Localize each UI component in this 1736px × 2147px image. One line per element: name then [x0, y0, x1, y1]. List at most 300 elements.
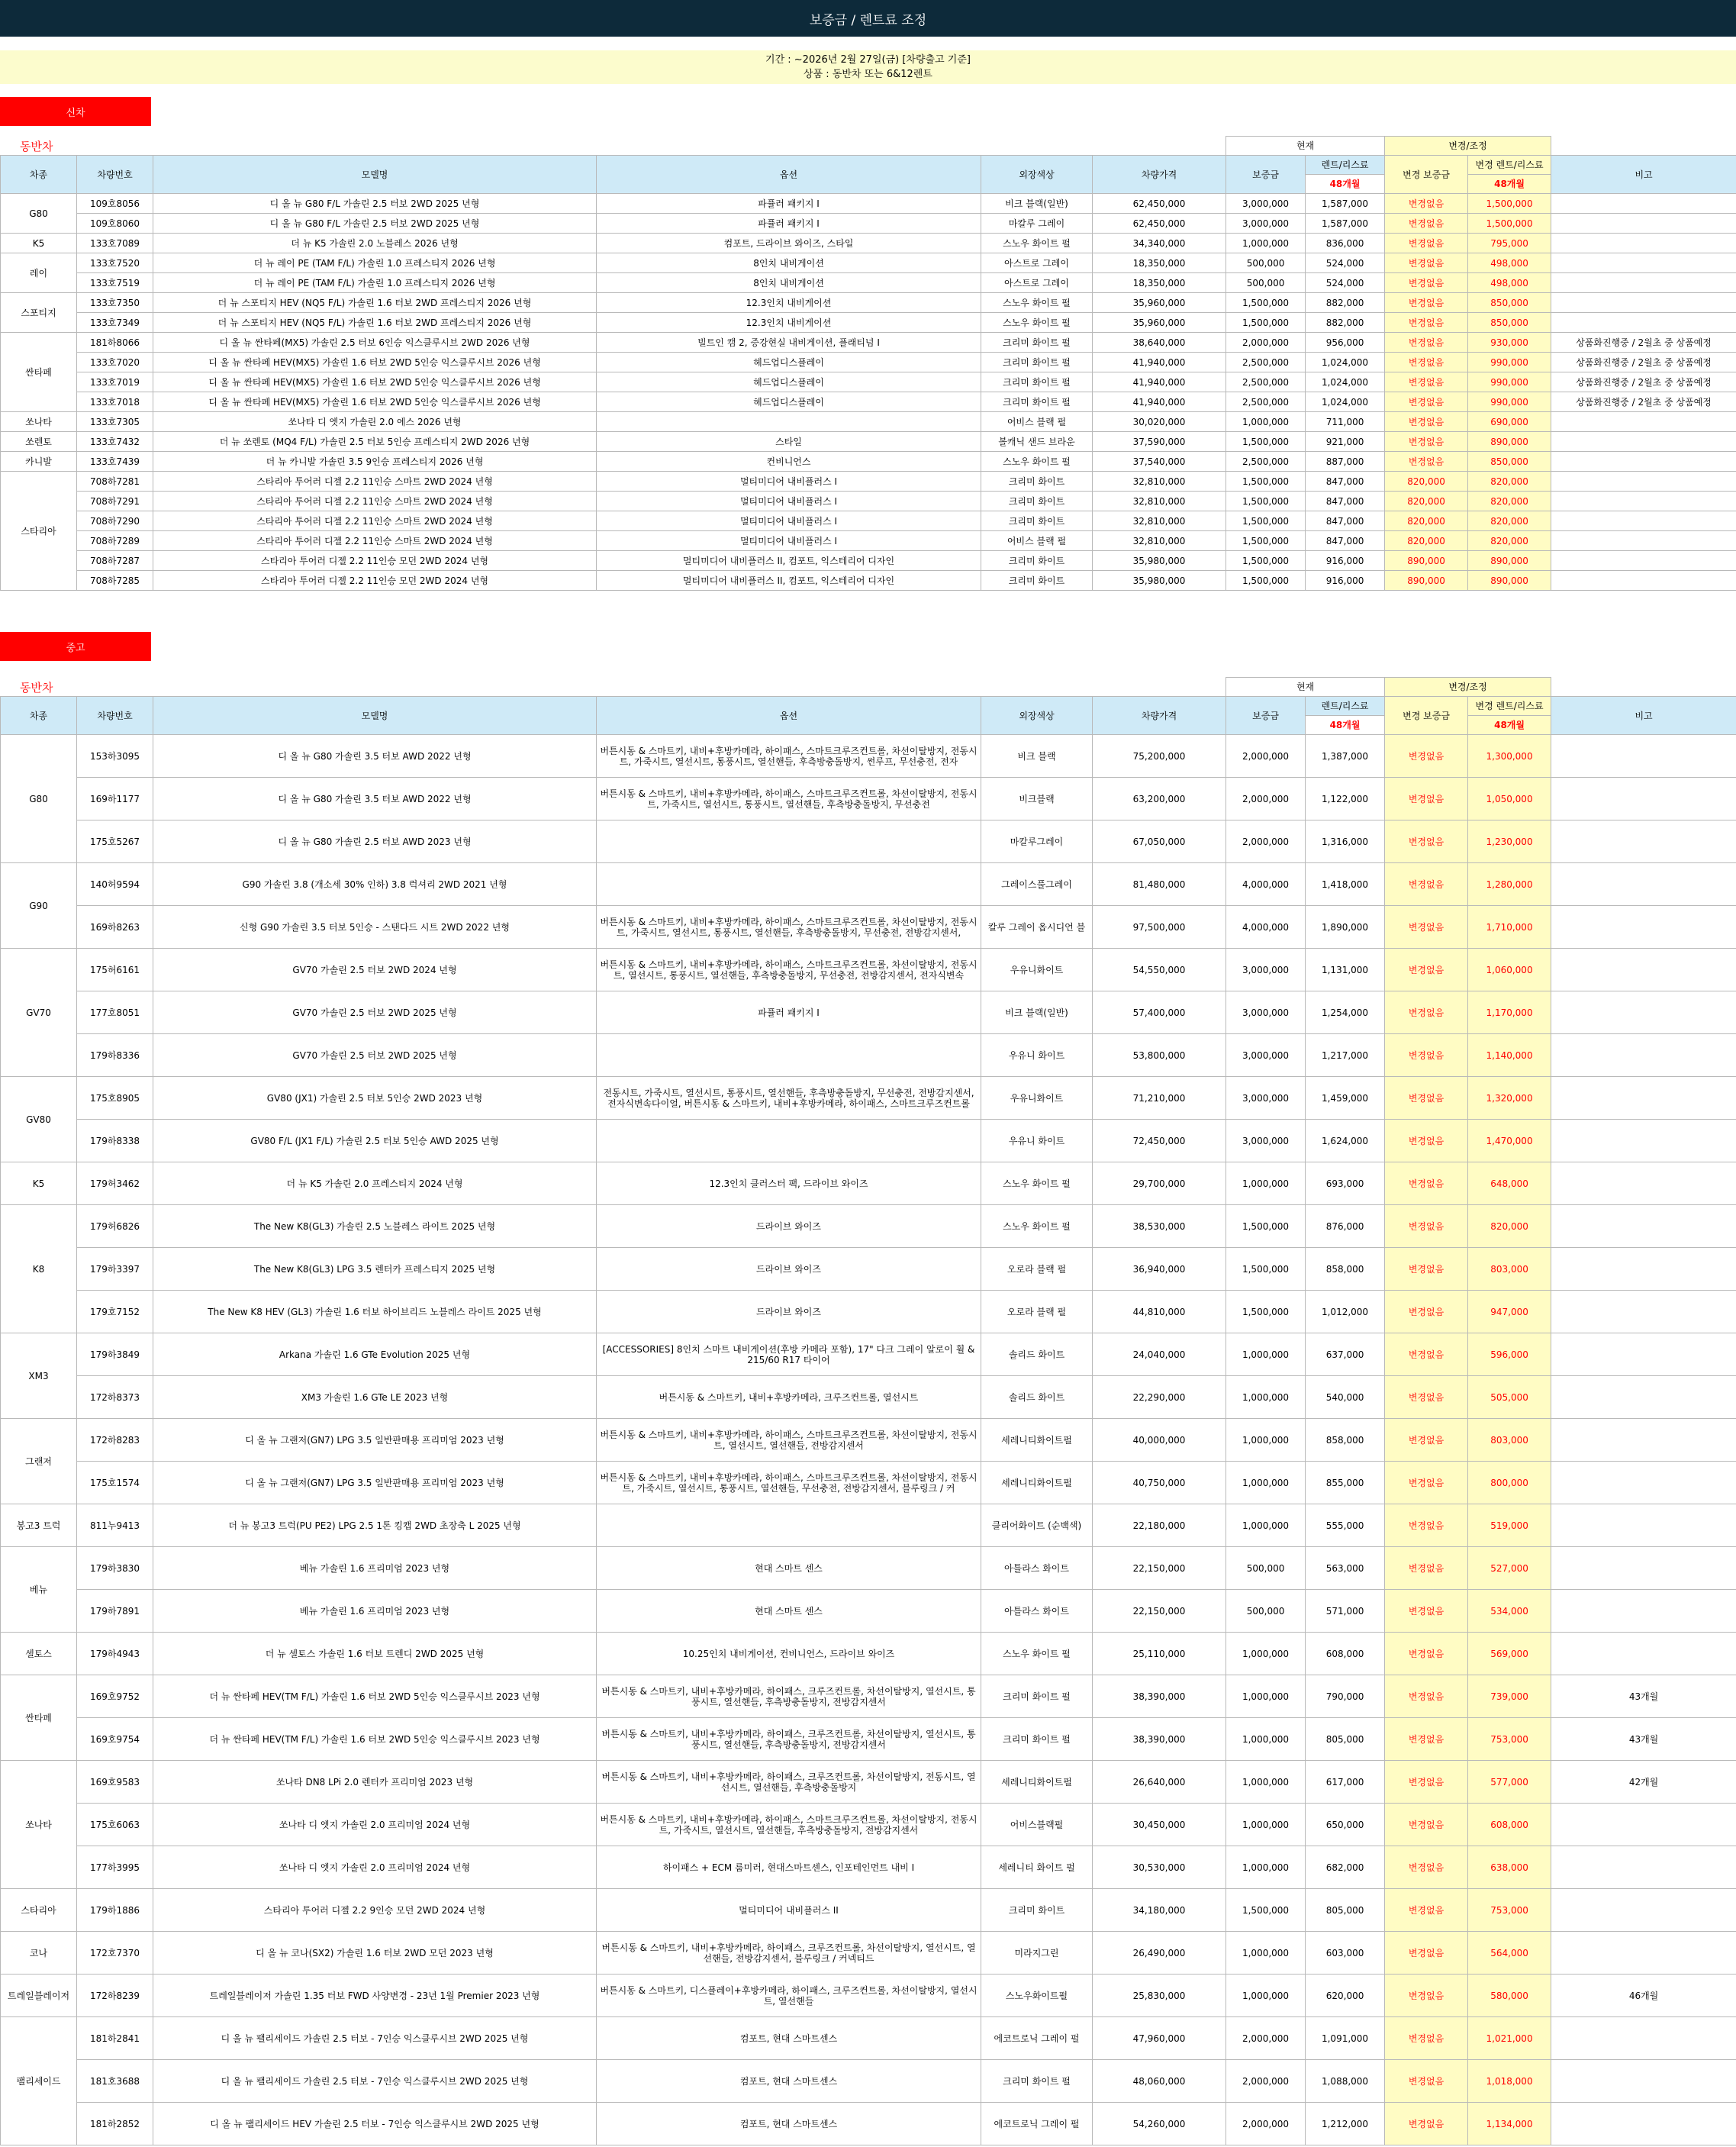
cell-deposit: 2,500,000 — [1226, 392, 1306, 412]
cell-price: 37,540,000 — [1093, 452, 1226, 472]
table-row — [1, 863, 1736, 906]
cell-deposit: 1,000,000 — [1226, 1504, 1306, 1547]
cell-color: 우유니 화이트 — [981, 1120, 1093, 1162]
cell-new-deposit: 변경없음 — [1385, 234, 1468, 253]
table-row — [1, 949, 1736, 991]
cell-plate: 708하7287 — [77, 551, 153, 571]
cell-deposit: 3,000,000 — [1226, 1034, 1306, 1077]
cell-new-rent: 820,000 — [1468, 472, 1551, 492]
cell-deposit: 1,500,000 — [1226, 1205, 1306, 1248]
cell-note — [1551, 2060, 1736, 2103]
cell-rent: 1,890,000 — [1306, 906, 1385, 949]
table-row — [1, 2017, 1736, 2060]
cell-option: 8인치 내비게이션 — [597, 273, 981, 293]
cell-model: 더 뉴 셀토스 가솔린 1.6 터보 트렌디 2WD 2025 년형 — [153, 1633, 597, 1675]
cell-rent: 882,000 — [1306, 293, 1385, 313]
cell-new-rent: 890,000 — [1468, 571, 1551, 591]
cell-deposit: 4,000,000 — [1226, 863, 1306, 906]
cell-color: 크리미 화이트 — [981, 571, 1093, 591]
cell-new-rent: 519,000 — [1468, 1504, 1551, 1547]
col-deposit: 보증금 — [1226, 156, 1306, 194]
cell-plate: 169호9583 — [77, 1761, 153, 1804]
cell-plate: 133호7520 — [77, 253, 153, 273]
table-row — [1, 1034, 1736, 1077]
cell-note — [1551, 293, 1736, 313]
cell-plate: 109호8060 — [77, 214, 153, 234]
cell-color: 마칼루 그레이 — [981, 214, 1093, 234]
cell-deposit: 2,500,000 — [1226, 452, 1306, 472]
cell-price: 54,550,000 — [1093, 949, 1226, 991]
cell-plate: 172하8373 — [77, 1376, 153, 1419]
cell-option: 버튼시동 & 스마트키, 내비+후방카메라, 하이패스, 크루즈컨트롤, 차선이탈방지, 열선시트, 열선핸들, 전방감지센서, 블루링크 / 커넥티드 — [597, 1932, 981, 1975]
cell-deposit: 2,500,000 — [1226, 353, 1306, 372]
cell-new-deposit: 변경없음 — [1385, 1034, 1468, 1077]
cell-color: 스노우 화이트 펄 — [981, 293, 1093, 313]
cell-color: 크리미 화이트 펄 — [981, 392, 1093, 412]
cell-rent: 682,000 — [1306, 1846, 1385, 1889]
cell-deposit: 500,000 — [1226, 1590, 1306, 1633]
cell-new-deposit: 변경없음 — [1385, 372, 1468, 392]
cell-new-rent: 638,000 — [1468, 1846, 1551, 1889]
cell-rent: 876,000 — [1306, 1205, 1385, 1248]
cell-model: 스타리아 투어러 디젤 2.2 11인승 스마트 2WD 2024 년형 — [153, 511, 597, 531]
cell-option: 버튼시동 & 스마트키, 내비+후방카메라, 하이패스, 스마트크루즈컨트롤, 차선이탈방지, 전동시트, 가죽시트, 열선시트, 통풍시트, 열선핸들, 후측방충돌방지, 썬루프, 무선충전, 전자 — [597, 735, 981, 778]
table-row — [1, 1077, 1736, 1120]
notice-period: 기간 : ~2026년 2월 27일(금) [차량출고 기준] — [765, 54, 971, 66]
cell-type: 쏘나타 — [1, 1761, 77, 1889]
table-row — [1, 392, 1736, 412]
cell-option: 컴포트, 현대 스마트센스 — [597, 2060, 981, 2103]
cell-new-rent: 690,000 — [1468, 412, 1551, 432]
cell-option — [597, 1504, 981, 1547]
col-price: 차량가격 — [1093, 697, 1226, 735]
cell-plate: 708하7285 — [77, 571, 153, 591]
table-row — [1, 1205, 1736, 1248]
cell-note — [1551, 1034, 1736, 1077]
cell-note: 43개월 — [1551, 1718, 1736, 1761]
col-type: 차종 — [1, 697, 77, 735]
cell-deposit: 3,000,000 — [1226, 214, 1306, 234]
cell-new-rent: 890,000 — [1468, 551, 1551, 571]
cell-price: 38,530,000 — [1093, 1205, 1226, 1248]
cell-price: 26,490,000 — [1093, 1932, 1226, 1975]
cell-color: 스노우 화이트 펄 — [981, 234, 1093, 253]
cell-rent: 1,254,000 — [1306, 991, 1385, 1034]
cell-color: 크리미 화이트 — [981, 511, 1093, 531]
cell-deposit: 3,000,000 — [1226, 1077, 1306, 1120]
cell-option: 버튼시동 & 스마트키, 디스플레이+후방카메라, 하이패스, 크루즈컨트롤, 차선이탈방지, 열선시트, 열선핸들 — [597, 1975, 981, 2017]
cell-model: 디 올 뉴 G80 F/L 가솔린 2.5 터보 2WD 2025 년형 — [153, 214, 597, 234]
cell-note — [1551, 735, 1736, 778]
cell-note: 상품화진행중 / 2월초 중 상품예정 — [1551, 392, 1736, 412]
cell-note — [1551, 1932, 1736, 1975]
cell-price: 38,640,000 — [1093, 333, 1226, 353]
cell-plate: 133호7305 — [77, 412, 153, 432]
cell-price: 22,180,000 — [1093, 1504, 1226, 1547]
cell-model: 디 올 뉴 싼타페 HEV(MX5) 가솔린 1.6 터보 2WD 5인승 익스클루시브 2026 년형 — [153, 372, 597, 392]
cell-color: 세레니티 화이트 펄 — [981, 1846, 1093, 1889]
cell-price: 25,110,000 — [1093, 1633, 1226, 1675]
cell-plate: 179하8336 — [77, 1034, 153, 1077]
table-row — [1, 991, 1736, 1034]
cell-option: 버튼시동 & 스마트키, 내비+후방카메라, 하이패스, 스마트크루즈컨트롤, 차선이탈방지, 전동시트, 가죽시트, 열선시트, 통풍시트, 열선핸들, 후측방충돌방지, 무선충전, 전방감지센서, — [597, 906, 981, 949]
cell-note — [1551, 1547, 1736, 1590]
table-row — [1, 273, 1736, 293]
cell-color: 아틀라스 화이트 — [981, 1590, 1093, 1633]
cell-deposit: 1,000,000 — [1226, 1333, 1306, 1376]
cell-new-deposit: 변경없음 — [1385, 735, 1468, 778]
cell-new-rent: 580,000 — [1468, 1975, 1551, 2017]
cell-deposit: 1,000,000 — [1226, 412, 1306, 432]
cell-plate: 175호5267 — [77, 820, 153, 863]
cell-note: 상품화진행중 / 2월초 중 상품예정 — [1551, 353, 1736, 372]
cell-color: 미라지그린 — [981, 1932, 1093, 1975]
cell-type: 싼타페 — [1, 333, 77, 412]
cell-new-rent: 1,300,000 — [1468, 735, 1551, 778]
cell-note — [1551, 412, 1736, 432]
cell-price: 41,940,000 — [1093, 353, 1226, 372]
cell-plate: 169호9752 — [77, 1675, 153, 1718]
table-row — [1, 820, 1736, 863]
page-title: 보증금 / 렌트료 조정 — [0, 0, 1736, 37]
cell-color: 에코트로닉 그레이 펄 — [981, 2103, 1093, 2145]
cell-note — [1551, 313, 1736, 333]
table-row — [1, 253, 1736, 273]
cell-deposit: 2,000,000 — [1226, 778, 1306, 820]
col-plate: 차량번호 — [77, 697, 153, 735]
cell-option — [597, 1120, 981, 1162]
cell-price: 40,750,000 — [1093, 1462, 1226, 1504]
table-row — [1, 531, 1736, 551]
cell-price: 57,400,000 — [1093, 991, 1226, 1034]
cell-type: 스포티지 — [1, 293, 77, 333]
cell-option — [597, 1034, 981, 1077]
cell-color: 비크 블랙(일반) — [981, 991, 1093, 1034]
cell-new-rent: 753,000 — [1468, 1718, 1551, 1761]
cell-note: 상품화진행중 / 2월초 중 상품예정 — [1551, 333, 1736, 353]
cell-rent: 1,088,000 — [1306, 2060, 1385, 2103]
cell-price: 25,830,000 — [1093, 1975, 1226, 2017]
cell-new-rent: 820,000 — [1468, 511, 1551, 531]
cell-color: 솔리드 화이트 — [981, 1376, 1093, 1419]
cell-price: 41,940,000 — [1093, 372, 1226, 392]
cell-new-deposit: 변경없음 — [1385, 2060, 1468, 2103]
cell-option: 8인치 내비게이션 — [597, 253, 981, 273]
cell-price: 29,700,000 — [1093, 1162, 1226, 1205]
cell-color: 크리미 화이트 펄 — [981, 333, 1093, 353]
used-car-table — [0, 677, 1736, 2145]
cell-price: 41,940,000 — [1093, 392, 1226, 412]
cell-note — [1551, 214, 1736, 234]
cell-rent: 847,000 — [1306, 492, 1385, 511]
cell-model: GV70 가솔린 2.5 터보 2WD 2024 년형 — [153, 949, 597, 991]
group-current: 현재 — [1226, 137, 1385, 156]
cell-model: 디 올 뉴 코나(SX2) 가솔린 1.6 터보 2WD 모던 2023 년형 — [153, 1932, 597, 1975]
cell-model: 스타리아 투어러 디젤 2.2 11인승 스마트 2WD 2024 년형 — [153, 472, 597, 492]
cell-plate: 708하7290 — [77, 511, 153, 531]
cell-option: 빌트인 캠 2, 증강현실 내비게이션, 플래티넘 I — [597, 333, 981, 353]
cell-new-deposit: 변경없음 — [1385, 1633, 1468, 1675]
cell-new-deposit: 변경없음 — [1385, 214, 1468, 234]
cell-model: 스타리아 투어러 디젤 2.2 11인승 모던 2WD 2024 년형 — [153, 571, 597, 591]
cell-option: 10.25인치 내비게이션, 컨비니언스, 드라이브 와이즈 — [597, 1633, 981, 1675]
cell-color: 스노우 화이트 펄 — [981, 313, 1093, 333]
cell-new-rent: 990,000 — [1468, 372, 1551, 392]
table-row — [1, 1504, 1736, 1547]
cell-plate: 172하8283 — [77, 1419, 153, 1462]
cell-model: 디 올 뉴 G80 가솔린 2.5 터보 AWD 2023 년형 — [153, 820, 597, 863]
cell-new-deposit: 변경없음 — [1385, 412, 1468, 432]
cell-deposit: 1,500,000 — [1226, 571, 1306, 591]
cell-model: The New K8(GL3) 가솔린 2.5 노블레스 라이트 2025 년형 — [153, 1205, 597, 1248]
cell-type: K5 — [1, 1162, 77, 1205]
cell-rent: 916,000 — [1306, 551, 1385, 571]
cell-rent: 858,000 — [1306, 1248, 1385, 1291]
cell-note — [1551, 906, 1736, 949]
cell-new-rent: 608,000 — [1468, 1804, 1551, 1846]
section-tag-used: 중고 — [0, 632, 151, 661]
cell-new-deposit: 변경없음 — [1385, 1675, 1468, 1718]
cell-new-rent: 739,000 — [1468, 1675, 1551, 1718]
new-car-table — [0, 136, 1736, 591]
cell-type: 스타리아 — [1, 472, 77, 591]
cell-note — [1551, 571, 1736, 591]
cell-color: 오로라 블랙 펄 — [981, 1248, 1093, 1291]
cell-price: 34,340,000 — [1093, 234, 1226, 253]
cell-color: 스노우화이트펄 — [981, 1975, 1093, 2017]
cell-new-deposit: 변경없음 — [1385, 778, 1468, 820]
cell-note — [1551, 273, 1736, 293]
cell-deposit: 1,000,000 — [1226, 1932, 1306, 1975]
cell-option: 파퓰러 패키지 I — [597, 214, 981, 234]
cell-price: 71,210,000 — [1093, 1077, 1226, 1120]
cell-new-rent: 820,000 — [1468, 531, 1551, 551]
cell-new-rent: 1,060,000 — [1468, 949, 1551, 991]
cell-option: 전동시트, 가죽시트, 열선시트, 통풍시트, 열선핸들, 후측방충돌방지, 무선충전, 전방감지센서, 전자식변속다이얼, 버튼시동 & 스마트키, 내비+후방카메라, 하이패스, 스마트크루즈컨트롤 — [597, 1077, 981, 1120]
cell-price: 35,960,000 — [1093, 313, 1226, 333]
cell-deposit: 2,000,000 — [1226, 2017, 1306, 2060]
cell-deposit: 1,000,000 — [1226, 1675, 1306, 1718]
cell-new-deposit: 변경없음 — [1385, 1504, 1468, 1547]
cell-price: 53,800,000 — [1093, 1034, 1226, 1077]
cell-new-rent: 1,021,000 — [1468, 2017, 1551, 2060]
cell-deposit: 1,500,000 — [1226, 1889, 1306, 1932]
cell-deposit: 1,000,000 — [1226, 1846, 1306, 1889]
cell-new-deposit: 변경없음 — [1385, 1761, 1468, 1804]
cell-new-deposit: 변경없음 — [1385, 313, 1468, 333]
cell-option: 드라이브 와이즈 — [597, 1205, 981, 1248]
cell-new-rent: 753,000 — [1468, 1889, 1551, 1932]
col-option: 옵션 — [597, 697, 981, 735]
cell-price: 30,020,000 — [1093, 412, 1226, 432]
cell-new-rent: 1,050,000 — [1468, 778, 1551, 820]
cell-rent: 711,000 — [1306, 412, 1385, 432]
cell-type: 그랜저 — [1, 1419, 77, 1504]
cell-deposit: 1,500,000 — [1226, 531, 1306, 551]
cell-rent: 836,000 — [1306, 234, 1385, 253]
cell-rent: 805,000 — [1306, 1718, 1385, 1761]
cell-type: 레이 — [1, 253, 77, 293]
cell-new-deposit: 변경없음 — [1385, 1376, 1468, 1419]
cell-note — [1551, 1590, 1736, 1633]
cell-model: 더 뉴 K5 가솔린 2.0 노블레스 2026 년형 — [153, 234, 597, 253]
table-row — [1, 1718, 1736, 1761]
cell-new-deposit: 변경없음 — [1385, 194, 1468, 214]
cell-note — [1551, 2017, 1736, 2060]
cell-new-deposit: 820,000 — [1385, 531, 1468, 551]
cell-option: 파퓰러 패키지 I — [597, 194, 981, 214]
cell-option: 12.3인치 내비게이션 — [597, 313, 981, 333]
cell-color: 아스트로 그레이 — [981, 273, 1093, 293]
cell-option: 버튼시동 & 스마트키, 내비+후방카메라, 크루즈컨트롤, 열선시트 — [597, 1376, 981, 1419]
cell-deposit: 1,500,000 — [1226, 472, 1306, 492]
cell-option — [597, 820, 981, 863]
cell-option: 헤드업디스플레이 — [597, 372, 981, 392]
cell-new-deposit: 변경없음 — [1385, 820, 1468, 863]
cell-option: 컴포트, 드라이브 와이즈, 스타일 — [597, 234, 981, 253]
cell-color: 어비스 블랙 펄 — [981, 531, 1093, 551]
cell-new-deposit: 변경없음 — [1385, 293, 1468, 313]
cell-plate: 708하7281 — [77, 472, 153, 492]
cell-price: 30,450,000 — [1093, 1804, 1226, 1846]
cell-new-deposit: 변경없음 — [1385, 2017, 1468, 2060]
cell-plate: 133호7349 — [77, 313, 153, 333]
cell-model: 디 올 뉴 G80 가솔린 3.5 터보 AWD 2022 년형 — [153, 778, 597, 820]
table-row — [1, 1547, 1736, 1590]
cell-new-deposit: 변경없음 — [1385, 1333, 1468, 1376]
cell-rent: 1,316,000 — [1306, 820, 1385, 863]
cell-color: 마칼루그레이 — [981, 820, 1093, 863]
cell-price: 67,050,000 — [1093, 820, 1226, 863]
cell-deposit: 2,000,000 — [1226, 820, 1306, 863]
cell-option: 멀티미디어 내비플러스 I — [597, 511, 981, 531]
cell-note — [1551, 1804, 1736, 1846]
cell-note — [1551, 863, 1736, 906]
cell-type: G80 — [1, 735, 77, 863]
cell-option: 버튼시동 & 스마트키, 내비+후방카메라, 하이패스, 스마트크루즈컨트롤, 차선이탈방지, 전동시트, 가죽시트, 열선시트, 열선핸들, 후측방충돌방지, 전방감지센서 — [597, 1804, 981, 1846]
cell-rent: 916,000 — [1306, 571, 1385, 591]
cell-plate: 179호7152 — [77, 1291, 153, 1333]
group-current: 현재 — [1226, 678, 1385, 697]
table-row — [1, 778, 1736, 820]
cell-new-rent: 527,000 — [1468, 1547, 1551, 1590]
cell-plate: 133호7432 — [77, 432, 153, 452]
cell-model: 디 올 뉴 그랜저(GN7) LPG 3.5 일반판매용 프리미엄 2023 년형 — [153, 1419, 597, 1462]
cell-option: 컨비니언스 — [597, 452, 981, 472]
cell-color: 스노우 화이트 펄 — [981, 1162, 1093, 1205]
cell-model: 디 올 뉴 싼타페(MX5) 가솔린 2.5 터보 6인승 익스클루시브 2WD 2026 년형 — [153, 333, 597, 353]
cell-rent: 1,131,000 — [1306, 949, 1385, 991]
cell-model: 베뉴 가솔린 1.6 프리미엄 2023 년형 — [153, 1590, 597, 1633]
cell-new-rent: 795,000 — [1468, 234, 1551, 253]
cell-model: 디 올 뉴 G80 가솔린 3.5 터보 AWD 2022 년형 — [153, 735, 597, 778]
table-row — [1, 492, 1736, 511]
cell-new-rent: 564,000 — [1468, 1932, 1551, 1975]
cell-plate: 169호9754 — [77, 1718, 153, 1761]
cell-color: 클리어화이트 (순백색) — [981, 1504, 1093, 1547]
cell-model: 더 뉴 봉고3 트럭(PU PE2) LPG 2.5 1톤 킹캡 2WD 초장축 L 2025 년형 — [153, 1504, 597, 1547]
cell-model: 스타리아 투어러 디젤 2.2 11인승 모던 2WD 2024 년형 — [153, 551, 597, 571]
cell-price: 32,810,000 — [1093, 492, 1226, 511]
cell-new-rent: 498,000 — [1468, 253, 1551, 273]
cell-model: XM3 가솔린 1.6 GTe LE 2023 년형 — [153, 1376, 597, 1419]
cell-type: K5 — [1, 234, 77, 253]
cell-price: 54,260,000 — [1093, 2103, 1226, 2145]
table-row — [1, 511, 1736, 531]
cell-new-rent: 850,000 — [1468, 452, 1551, 472]
cell-note — [1551, 1291, 1736, 1333]
cell-color: 세레니티화이트펄 — [981, 1419, 1093, 1462]
cell-color: 크리미 화이트 — [981, 551, 1093, 571]
col-option: 옵션 — [597, 156, 981, 194]
cell-color: 아틀라스 화이트 — [981, 1547, 1093, 1590]
col-price: 차량가격 — [1093, 156, 1226, 194]
cell-note — [1551, 452, 1736, 472]
table-row — [1, 551, 1736, 571]
cell-option: 하이패스 + ECM 룸미러, 현대스마트센스, 인포테인먼트 내비 I — [597, 1846, 981, 1889]
cell-color: 아스트로 그레이 — [981, 253, 1093, 273]
cell-plate: 179하3397 — [77, 1248, 153, 1291]
cell-rent: 855,000 — [1306, 1462, 1385, 1504]
cell-plate: 708하7289 — [77, 531, 153, 551]
cell-note — [1551, 991, 1736, 1034]
cell-model: 스타리아 투어러 디젤 2.2 11인승 스마트 2WD 2024 년형 — [153, 492, 597, 511]
cell-rent: 540,000 — [1306, 1376, 1385, 1419]
cell-note — [1551, 1077, 1736, 1120]
cell-new-rent: 890,000 — [1468, 432, 1551, 452]
cell-rent: 805,000 — [1306, 1889, 1385, 1932]
cell-model: 더 뉴 레이 PE (TAM F/L) 가솔린 1.0 프레스티지 2026 년형 — [153, 253, 597, 273]
cell-price: 62,450,000 — [1093, 194, 1226, 214]
cell-deposit: 1,000,000 — [1226, 1419, 1306, 1462]
cell-note — [1551, 531, 1736, 551]
cell-note — [1551, 949, 1736, 991]
cell-model: The New K8 HEV (GL3) 가솔린 1.6 터보 하이브리드 노블레스 라이트 2025 년형 — [153, 1291, 597, 1333]
table-row — [1, 1120, 1736, 1162]
cell-deposit: 1,500,000 — [1226, 432, 1306, 452]
cell-type: 셀토스 — [1, 1633, 77, 1675]
term-label: 48개월 — [1306, 175, 1385, 194]
term-label: 48개월 — [1306, 716, 1385, 735]
cell-price: 32,810,000 — [1093, 511, 1226, 531]
cell-new-deposit: 변경없음 — [1385, 863, 1468, 906]
cell-deposit: 2,000,000 — [1226, 735, 1306, 778]
section-tag-new: 신차 — [0, 97, 151, 126]
cell-new-deposit: 변경없음 — [1385, 273, 1468, 293]
cell-model: GV80 F/L (JX1 F/L) 가솔린 2.5 터보 5인승 AWD 2025 년형 — [153, 1120, 597, 1162]
table-row — [1, 412, 1736, 432]
cell-rent: 693,000 — [1306, 1162, 1385, 1205]
table-row — [1, 1889, 1736, 1932]
cell-color: 어비스블랙펄 — [981, 1804, 1093, 1846]
cell-option: 멀티미디어 내비플러스 II, 컴포트, 익스테리어 디자인 — [597, 551, 981, 571]
table-row — [1, 472, 1736, 492]
col-note: 비고 — [1551, 697, 1736, 735]
table-row — [1, 1633, 1736, 1675]
group-change: 변경/조정 — [1385, 137, 1551, 156]
cell-rent: 1,587,000 — [1306, 194, 1385, 214]
cell-model: 디 올 뉴 팰리세이드 HEV 가솔린 2.5 터보 - 7인승 익스클루시브 2WD 2025 년형 — [153, 2103, 597, 2145]
cell-price: 48,060,000 — [1093, 2060, 1226, 2103]
cell-rent: 1,418,000 — [1306, 863, 1385, 906]
cell-type: 싼타페 — [1, 1675, 77, 1761]
cell-color: 칼루 그레이 옵시디언 블 — [981, 906, 1093, 949]
table-row — [1, 1804, 1736, 1846]
cell-color: 크리미 화이트 펄 — [981, 1675, 1093, 1718]
table-row — [1, 1675, 1736, 1718]
col-plate: 차량번호 — [77, 156, 153, 194]
table-row — [1, 353, 1736, 372]
